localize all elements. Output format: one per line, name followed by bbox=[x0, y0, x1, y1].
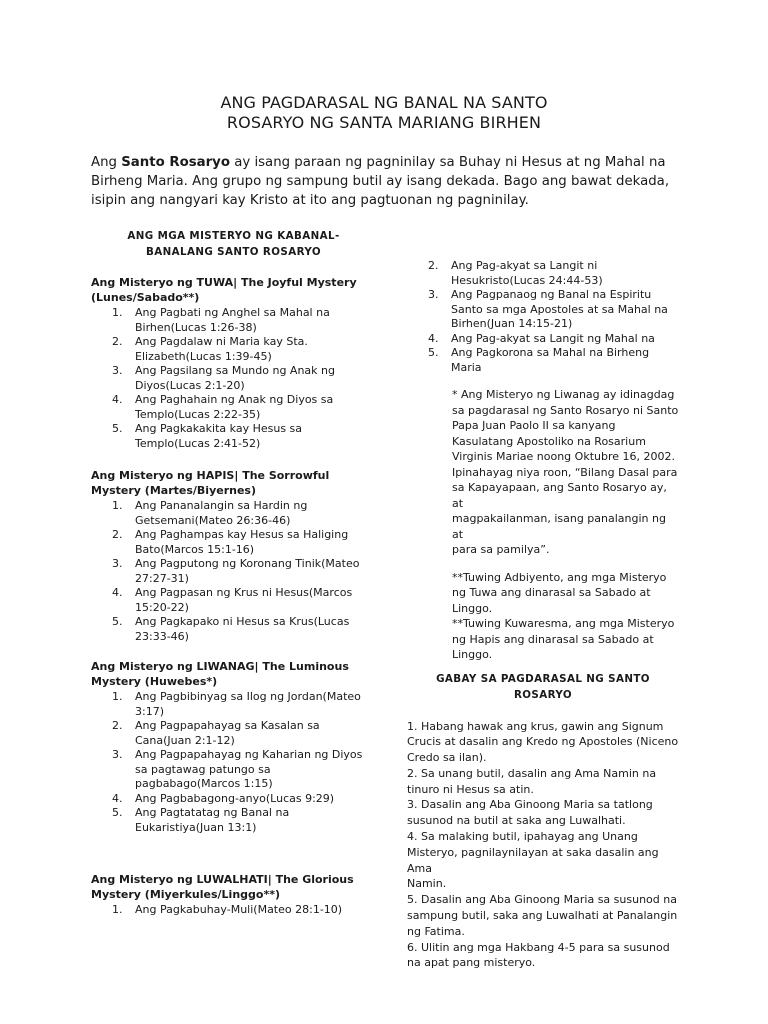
list-item bbox=[407, 332, 679, 347]
item-text: Ang Pagdalaw ni Maria kay Sta. bbox=[135, 335, 308, 348]
left-column bbox=[91, 228, 376, 918]
item-number: 5. bbox=[112, 422, 123, 435]
item-text: Ang Pagtatatag ng Banal na bbox=[135, 806, 290, 819]
list-item bbox=[91, 586, 376, 615]
item-text: 23:33-46) bbox=[135, 629, 189, 643]
item-text: Cana(Juan 2:1-12) bbox=[135, 733, 235, 747]
guide-steps bbox=[407, 719, 679, 972]
item-text: Ang Pag-akyat sa Langit ni bbox=[451, 259, 598, 272]
guide-line: 4. Sa malaking butil, ipahayag ang Unang bbox=[407, 830, 638, 844]
item-number: 1. bbox=[112, 306, 123, 319]
item-number: 2. bbox=[112, 528, 123, 541]
list-item bbox=[407, 259, 679, 288]
item-text: Ang Pagkorona sa Mahal na Birheng bbox=[451, 346, 650, 359]
glorious-list-part-2 bbox=[407, 259, 679, 375]
glorious-heading bbox=[91, 872, 376, 902]
note-line: * Ang Misteryo ng Liwanag ay idinagdag bbox=[452, 388, 675, 401]
list-item bbox=[91, 615, 376, 644]
guide-line: 1. Habang hawak ang krus, gawin ang Signum bbox=[407, 719, 664, 733]
guide-line: Credo sa ilan). bbox=[407, 751, 487, 765]
guide-line: 3. Dasalin ang Aba Ginoong Maria sa tatlong bbox=[407, 798, 653, 812]
item-number: 1. bbox=[112, 903, 123, 916]
item-number: 3. bbox=[112, 364, 123, 377]
item-number: 3. bbox=[428, 288, 439, 301]
item-text: Ang Pagsilang sa Mundo ng Anak ng bbox=[135, 364, 335, 377]
note-line: Kasulatang Apostoliko na Rosarium bbox=[452, 434, 646, 448]
list-item bbox=[407, 288, 679, 332]
list-item bbox=[91, 719, 376, 748]
item-number: 2. bbox=[428, 259, 439, 272]
list-item bbox=[91, 364, 376, 393]
note-line: ng Hapis ang dinarasal sa Sabado at bbox=[452, 632, 654, 646]
item-text: Ang Pagpasan ng Krus ni Hesus(Marcos bbox=[135, 586, 353, 599]
note-line: **Tuwing Kuwaresma, ang mga Misteryo bbox=[452, 617, 675, 630]
list-item bbox=[91, 335, 376, 364]
joyful-list bbox=[91, 306, 376, 451]
item-text: 27:27-31) bbox=[135, 571, 189, 585]
item-number: 3. bbox=[112, 748, 123, 761]
item-text: 3:17) bbox=[135, 704, 164, 718]
note-line: **Tuwing Adbiyento, ang mga Misteryo bbox=[452, 570, 667, 584]
item-text: Eukaristiya(Juan 13:1) bbox=[135, 820, 257, 834]
item-text: Ang Pagbati ng Anghel sa Mahal na bbox=[135, 306, 330, 319]
advent-note bbox=[452, 570, 679, 617]
intro-bold: Santo Rosaryo bbox=[121, 155, 230, 170]
item-text: Ang Paghahain ng Anak ng Diyos sa bbox=[135, 393, 334, 406]
item-text: Ang Pananalangin sa Hardin ng bbox=[135, 499, 308, 512]
item-number: 1. bbox=[112, 690, 123, 703]
item-text: Ang Paghampas kay Hesus sa Haliging bbox=[135, 528, 349, 541]
item-text: Templo(Lucas 2:41-52) bbox=[135, 436, 261, 450]
item-text: pagbabago(Marcos 1:15) bbox=[135, 777, 273, 790]
guide-heading-line-1: GABAY SA PAGDARASAL NG SANTO bbox=[436, 672, 650, 685]
intro-rest: ay isang paraan ng pagninilay sa Buhay ni Hesus at ng Mahal na Birheng Maria. Ang grupo ng sampung butil ay isang dekada. Bago ang bawat dekada, isipin ang nangyari kay Kristo at ito ang pagtuonan ng pagninilay. bbox=[91, 155, 670, 208]
list-item bbox=[91, 499, 376, 528]
list-item bbox=[91, 903, 376, 918]
note-line: Linggo. bbox=[452, 601, 493, 615]
list-item bbox=[91, 806, 376, 835]
joyful-heading-line-2: (Lunes/Sabado**) bbox=[91, 291, 200, 304]
item-number: 2. bbox=[112, 719, 123, 732]
item-number: 4. bbox=[428, 331, 439, 345]
item-text: Ang Pagpapahayag ng Kaharian ng Diyos bbox=[135, 748, 363, 761]
guide-line: 5. Dasalin ang Aba Ginoong Maria sa susunod na bbox=[407, 893, 677, 907]
joyful-mysteries bbox=[91, 275, 376, 451]
mysteries-heading bbox=[91, 228, 376, 260]
item-number: 1. bbox=[112, 499, 123, 512]
note-line: Linggo. bbox=[452, 648, 493, 661]
item-text: Ang Pag-akyat sa Langit ng Mahal na bbox=[451, 331, 655, 345]
item-text: Ang Pagkabuhay-Muli(Mateo 28:1-10) bbox=[135, 903, 343, 916]
item-number: 5. bbox=[428, 346, 439, 359]
item-text: Diyos(Lucas 2:1-20) bbox=[135, 378, 245, 392]
guide-line: Namin. bbox=[407, 877, 447, 891]
mysteries-heading-line-1: ANG MGA MISTERYO NG KABANAL- bbox=[127, 230, 340, 242]
list-item bbox=[91, 792, 376, 807]
glorious-heading-line-2: Mystery (Miyerkules/Linggo**) bbox=[91, 888, 280, 901]
item-number: 4. bbox=[112, 393, 123, 406]
guide-line: Crucis at dasalin ang Kredo ng Apostoles (Niceno bbox=[407, 735, 679, 749]
list-item bbox=[91, 393, 376, 422]
right-column bbox=[407, 259, 679, 971]
note-line: sa pagdarasal ng Santo Rosaryo ni Santo bbox=[452, 403, 679, 417]
sorrowful-heading-line-1: Ang Misteryo ng HAPIS| The Sorrowful bbox=[91, 469, 330, 482]
guide-line: 6. Ulitin ang mga Hakbang 4-5 para sa susunod bbox=[407, 940, 670, 954]
item-text: Bato(Marcos 15:1-16) bbox=[135, 542, 255, 556]
item-text: Maria bbox=[451, 360, 482, 374]
list-item bbox=[91, 748, 376, 792]
guide-heading bbox=[407, 671, 679, 703]
list-item bbox=[407, 346, 679, 375]
item-text: Getsemani(Mateo 26:36-46) bbox=[135, 513, 291, 527]
item-number: 4. bbox=[112, 791, 123, 805]
guide-line: na apat pang misteryo. bbox=[407, 956, 536, 970]
sorrowful-heading bbox=[91, 468, 376, 498]
item-text: sa pagtawag patungo sa bbox=[135, 762, 271, 776]
luminous-heading-line-2: Mystery (Huwebes*) bbox=[91, 675, 218, 688]
sorrowful-list bbox=[91, 499, 376, 644]
note-line: sa Kapayapaan, ang Santo Rosaryo ay, at bbox=[452, 481, 667, 510]
item-text: Ang Pagpapahayag sa Kasalan sa bbox=[135, 719, 320, 732]
luminous-heading bbox=[91, 659, 376, 689]
note-line: para sa pamilya”. bbox=[452, 543, 550, 556]
list-item bbox=[91, 557, 376, 586]
list-item bbox=[91, 690, 376, 719]
luminous-list bbox=[91, 690, 376, 835]
sorrowful-heading-line-2: Mystery (Martes/Biyernes) bbox=[91, 484, 256, 497]
item-text: Ang Pagkakakita kay Hesus sa bbox=[135, 422, 303, 435]
guide-line: susunod na butil at saka ang Luwalhati. bbox=[407, 814, 626, 828]
item-text: Birhen(Lucas 1:26-38) bbox=[135, 320, 257, 334]
glorious-heading-line-1: Ang Misteryo ng LUWALHATI| The Glorious bbox=[91, 873, 354, 886]
guide-line: ng Fatima. bbox=[407, 924, 465, 938]
item-text: Elizabeth(Lucas 1:39-45) bbox=[135, 349, 272, 363]
item-text: Hesukristo(Lucas 24:44-53) bbox=[451, 273, 603, 287]
item-text: Ang Pagbibinyag sa Ilog ng Jordan(Mateo bbox=[135, 690, 361, 703]
item-text: Templo(Lucas 2:22-35) bbox=[135, 407, 261, 421]
item-number: 4. bbox=[112, 586, 123, 599]
guide-line: sampung butil, saka ang Luwalhati at Panalangin bbox=[407, 909, 678, 923]
luminous-heading-line-1: Ang Misteryo ng LIWANAG| The Luminous bbox=[91, 660, 349, 673]
mysteries-heading-line-2: BANALANG SANTO ROSARYO bbox=[145, 246, 322, 258]
item-number: 5. bbox=[112, 615, 123, 628]
list-item bbox=[91, 306, 376, 335]
item-number: 2. bbox=[112, 335, 123, 348]
note-line: ng Tuwa ang dinarasal sa Sabado at bbox=[452, 586, 651, 599]
liwanag-note bbox=[452, 387, 679, 558]
lent-note bbox=[452, 616, 679, 663]
note-line: Virginis Mariae noong Oktubre 16, 2002. bbox=[452, 450, 675, 463]
note-line: magpakailanman, isang panalangin ng at bbox=[452, 512, 666, 541]
page-title bbox=[0, 93, 768, 133]
guide-line: Misteryo, pagnilaynilayan at saka dasalin ang Ama bbox=[407, 845, 659, 875]
joyful-heading bbox=[91, 275, 376, 305]
intro-paragraph bbox=[91, 153, 691, 210]
intro-prefix: Ang bbox=[91, 155, 122, 170]
item-text: Santo sa mga Apostoles at sa Mahal na bbox=[451, 302, 668, 316]
guide-line: 2. Sa unang butil, dasalin ang Ama Namin na bbox=[407, 766, 657, 780]
title-line-2: ROSARYO NG SANTA MARIANG BIRHEN bbox=[226, 113, 542, 132]
note-line: Ipinahayag niya roon, “Bilang Dasal para bbox=[452, 465, 678, 479]
note-line: Papa Juan Paolo II sa kanyang bbox=[452, 419, 616, 432]
item-text: Ang Pagbabagong-anyo(Lucas 9:29) bbox=[135, 791, 335, 805]
item-number: 3. bbox=[112, 557, 123, 570]
glorious-list-part-1 bbox=[91, 903, 376, 918]
joyful-heading-line-1: Ang Misteryo ng TUWA| The Joyful Mystery bbox=[91, 276, 357, 289]
sorrowful-mysteries bbox=[91, 468, 376, 644]
item-number: 5. bbox=[112, 806, 123, 819]
list-item bbox=[91, 422, 376, 451]
glorious-mysteries bbox=[91, 872, 376, 918]
item-text: Ang Pagputong ng Koronang Tinik(Mateo bbox=[135, 557, 360, 570]
luminous-mysteries bbox=[91, 659, 376, 835]
item-text: Ang Pagpanaog ng Banal na Espiritu bbox=[451, 288, 652, 301]
guide-heading-line-2: ROSARYO bbox=[513, 688, 573, 701]
guide-line: tinuro ni Hesus sa atin. bbox=[407, 782, 534, 796]
item-text: Ang Pagkapako ni Hesus sa Krus(Lucas bbox=[135, 615, 350, 628]
title-line-1: ANG PAGDARASAL NG BANAL NA SANTO bbox=[220, 93, 548, 112]
item-text: 15:20-22) bbox=[135, 600, 189, 614]
list-item bbox=[91, 528, 376, 557]
item-text: Birhen(Juan 14:15-21) bbox=[451, 317, 573, 330]
